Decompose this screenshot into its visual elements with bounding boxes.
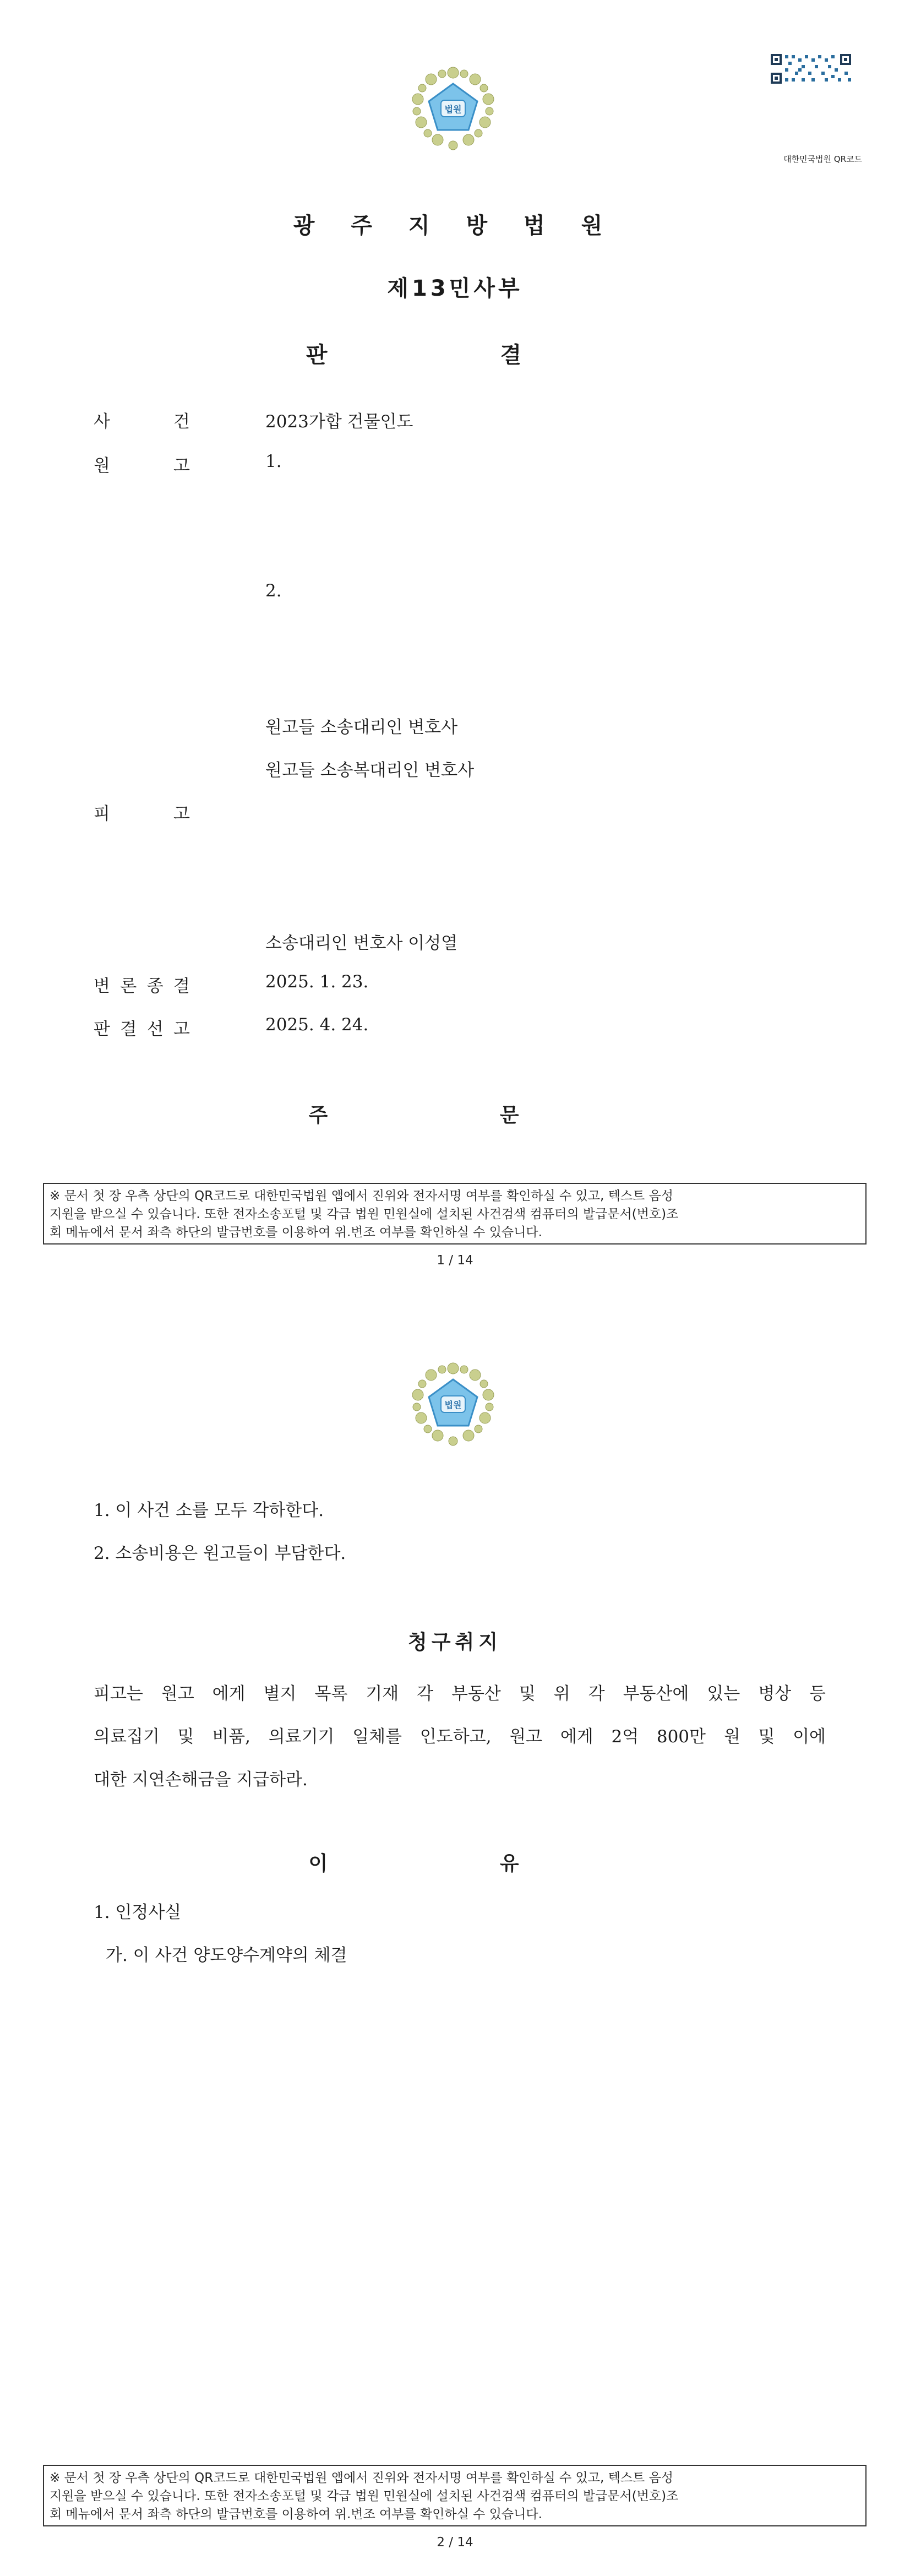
notice-line-3: 회 메뉴에서 문서 좌측 하단의 발급번호를 이용하여 위.변조 여부를 확인하실 수 있습니다. — [50, 1225, 542, 1240]
notice-line-2: 지원을 받으실 수 있습니다. 또한 전자소송포털 및 각급 법원 민원실에 설치된 사건검색 컴퓨터의 발급문서(번호)조 — [50, 1207, 679, 1221]
case-label: 사 건 — [94, 412, 190, 432]
ruling-date: 2025. 4. 24. — [265, 1015, 369, 1035]
document-page-2 — [0, 1288, 910, 2576]
court-emblem-icon — [409, 65, 497, 153]
claim-line-2: 의료집기 및 비품, 의료기기 일체를 인도하고, 원고 에게 2억 800만 원 및 이에 — [94, 1727, 826, 1747]
page-number: 2 / 14 — [437, 2535, 473, 2550]
order-item-2: 2. 소송비용은 원고들이 부담한다. — [94, 1544, 346, 1563]
svg-text:법원: 법원 — [444, 1400, 462, 1410]
plaintiff-label: 원 고 — [94, 456, 190, 476]
notice-line-1: ※ 문서 첫 장 우측 상단의 QR코드로 대한민국법원 앱에서 진위와 전자서명 여부를 확인하실 수 있고, 텍스트 음성 — [50, 1189, 674, 1203]
defendant-label: 피 고 — [94, 804, 190, 824]
section-claim-heading: 청구취지 — [407, 1631, 503, 1654]
svg-text:법원: 법원 — [444, 104, 462, 115]
document-title: 판 결 — [306, 343, 604, 368]
plaintiff-attorney: 원고들 소송대리인 변호사 — [265, 718, 458, 737]
order-item-1: 1. 이 사건 소를 모두 각하한다. — [94, 1501, 324, 1520]
qr-code-caption: 대한민국법원 QR코드 — [783, 154, 862, 164]
reason-heading-1: 1. 인정사실 — [94, 1903, 182, 1922]
plaintiff-sub-attorney: 원고들 소송복대리인 변호사 — [265, 760, 475, 780]
court-name: 광 주 지 방 법 원 — [293, 213, 617, 238]
notice-line-1: ※ 문서 첫 장 우측 상단의 QR코드로 대한민국법원 앱에서 진위와 전자서명 여부를 확인하실 수 있고, 텍스트 음성 — [50, 2471, 674, 2485]
verification-notice — [43, 2465, 867, 2526]
court-emblem-icon — [409, 1361, 497, 1449]
section-reason-heading: 이 유 — [308, 1852, 602, 1875]
plaintiff-2: 2. — [265, 581, 282, 601]
defendant-attorney: 소송대리인 변호사 이성열 — [265, 933, 458, 953]
notice-line-2: 지원을 받으실 수 있습니다. 또한 전자소송포털 및 각급 법원 민원실에 설치된 사건검색 컴퓨터의 발급문서(번호)조 — [50, 2489, 679, 2503]
ruling-label: 판 결 선 고 — [94, 1019, 190, 1039]
reason-subheading-1a: 가. 이 사건 양도양수계약의 체결 — [106, 1945, 347, 1965]
verification-notice — [43, 1183, 867, 1244]
page-number: 1 / 14 — [437, 1253, 473, 1268]
section-order-heading: 주 문 — [308, 1104, 602, 1127]
claim-line-3: 대한 지연손해금을 지급하라. — [94, 1770, 308, 1790]
notice-line-3: 회 메뉴에서 문서 좌측 하단의 발급번호를 이용하여 위.변조 여부를 확인하실 수 있습니다. — [50, 2507, 542, 2521]
closing-date: 2025. 1. 23. — [265, 972, 369, 992]
case-value: 2023가합 건물인도 — [265, 412, 413, 432]
plaintiff-1: 1. — [265, 452, 282, 471]
division-name: 제13민사부 — [387, 276, 523, 301]
closing-label: 변 론 종 결 — [94, 976, 190, 996]
claim-line-1: 피고는 원고 에게 별지 목록 기재 각 부동산 및 위 각 부동산에 있는 병상 등 — [94, 1684, 826, 1704]
qr-code-icon — [770, 53, 852, 85]
